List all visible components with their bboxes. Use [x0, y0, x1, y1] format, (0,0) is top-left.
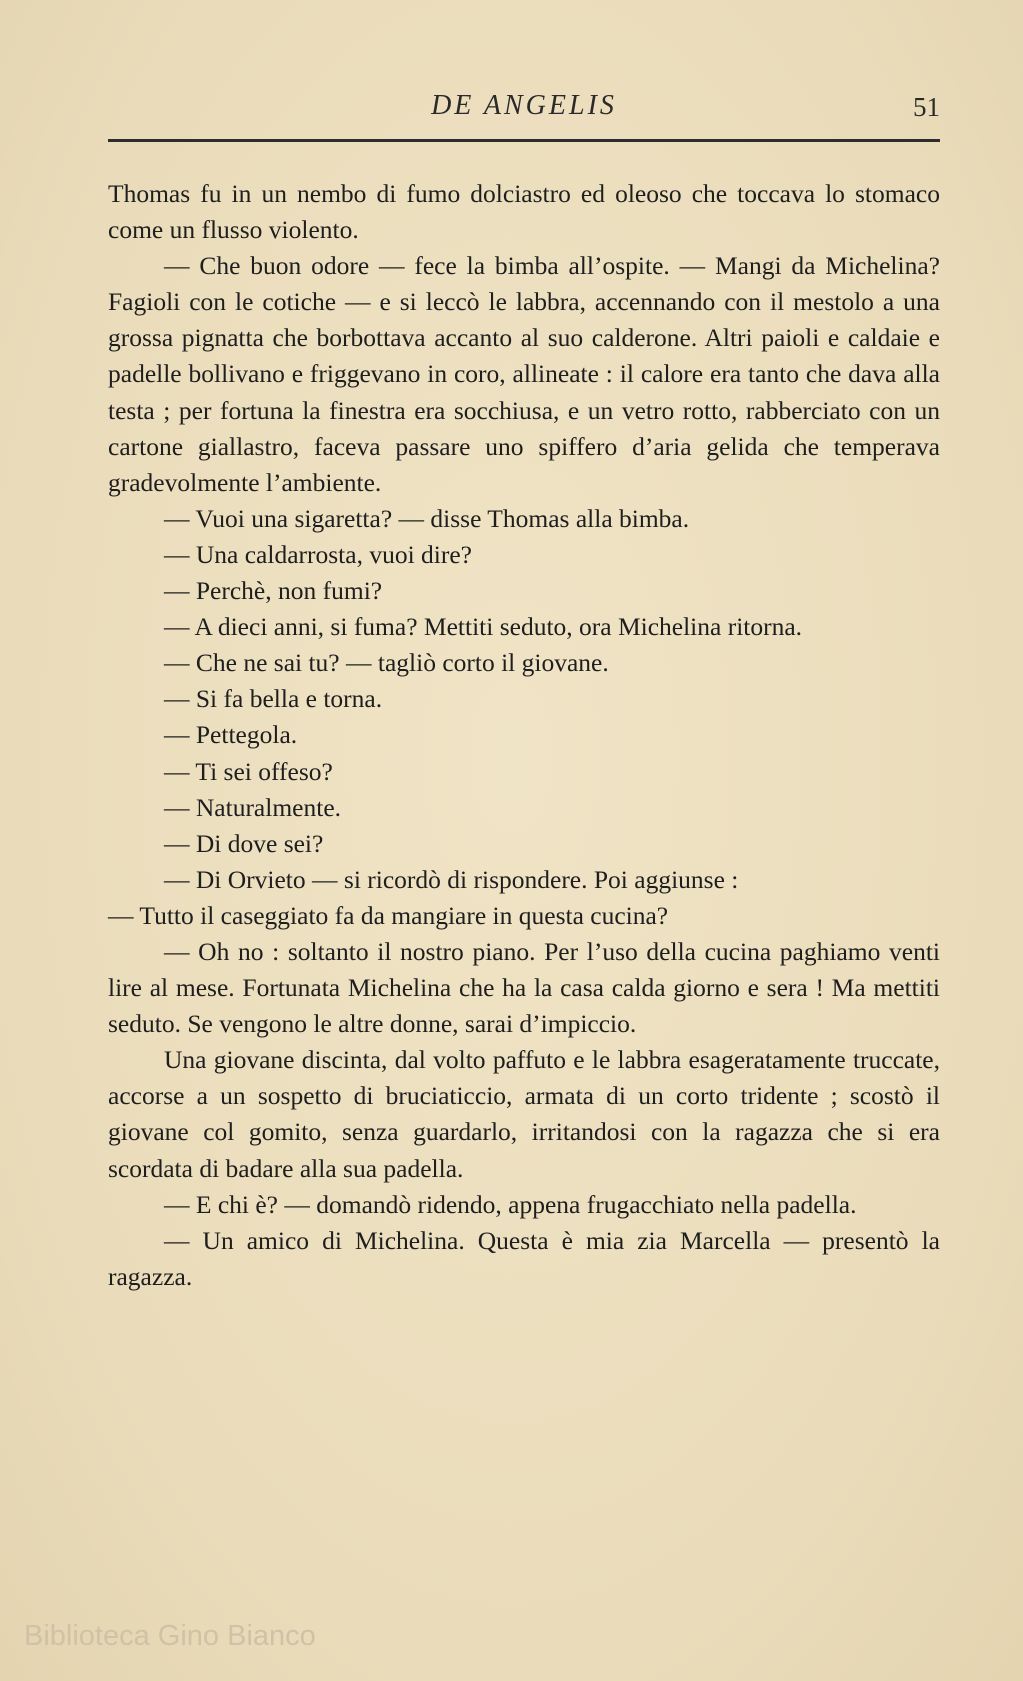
paragraph: — Oh no : soltanto il nostro piano. Per l’uso della cucina paghiamo venti lire al mese. Fortunata Michelina che ha la casa calda giorno e sera ! Ma mettiti seduto. Se vengono le altre donne, sarai d’impiccio. — [108, 936, 940, 1039]
running-head: DE ANGELIS — [431, 90, 617, 121]
header-rule — [108, 139, 940, 142]
paragraph: — A dieci anni, si fuma? Mettiti seduto, ora Michelina ritorna. — [164, 612, 803, 642]
paragraph: — Vuoi una sigaretta? — disse Thomas alla bimba. — [164, 503, 690, 533]
paragraph: Thomas fu in un nembo di fumo dolciastro ed oleoso che toccava lo stomaco come un flusso violento. — [108, 179, 940, 245]
paragraph: — Perchè, non fumi? — [164, 576, 383, 606]
page-header — [108, 86, 940, 136]
paragraph: — Che ne sai tu? — tagliò corto il giovane. — [164, 648, 609, 678]
paragraph: — Di Orvieto — si ricordò di rispondere. Poi aggiunse : — [164, 864, 739, 894]
paragraph: — Si fa bella e torna. — [164, 684, 383, 714]
body-text — [108, 176, 940, 1295]
paragraph: — E chi è? — domandò ridendo, appena frugacchiato nella padella. — [164, 1189, 857, 1219]
paragraph: — Naturalmente. — [164, 792, 342, 822]
paragraph: — Che buon odore — fece la bimba all’ospite. — Mangi da Michelina? Fagioli con le cotiche — e si leccò le labbra, accennando con il mestolo a una grossa pignatta che borbottava accanto al suo calderone. Altri paioli e caldaie e padelle bollivano e friggevano in coro, allineate : il calore era tanto che dava alla testa ; per fortuna la finestra era socchiusa, e un vetro rotto, rabberciato con un cartone giallastro, faceva passare uno spiffero d’aria gelida che temperava gradevolmente l’ambiente. — [108, 251, 940, 497]
paragraph: — Di dove sei? — [164, 828, 324, 858]
paragraph: — Un amico di Michelina. Questa è mia zia Marcella — presentò la ragazza. — [108, 1225, 940, 1291]
paragraph: — Ti sei offeso? — [164, 756, 333, 786]
library-watermark: Biblioteca Gino Bianco — [24, 1620, 316, 1652]
paragraph: Una giovane discinta, dal volto paffuto e le labbra esageratamente truccate, accorse a un sospetto di bruciaticcio, armata di un corto tridente ; scostò il giovane col gomito, senza guardarlo, irritandosi con la ragazza che si era scordata di badare alla sua padella. — [108, 1045, 940, 1183]
paragraph: — Una caldarrosta, vuoi dire? — [164, 539, 473, 569]
page-number: 51 — [913, 92, 940, 122]
paragraph: — Pettegola. — [164, 720, 298, 750]
paragraph: — Tutto il caseggiato fa da mangiare in questa cucina? — [108, 900, 669, 930]
